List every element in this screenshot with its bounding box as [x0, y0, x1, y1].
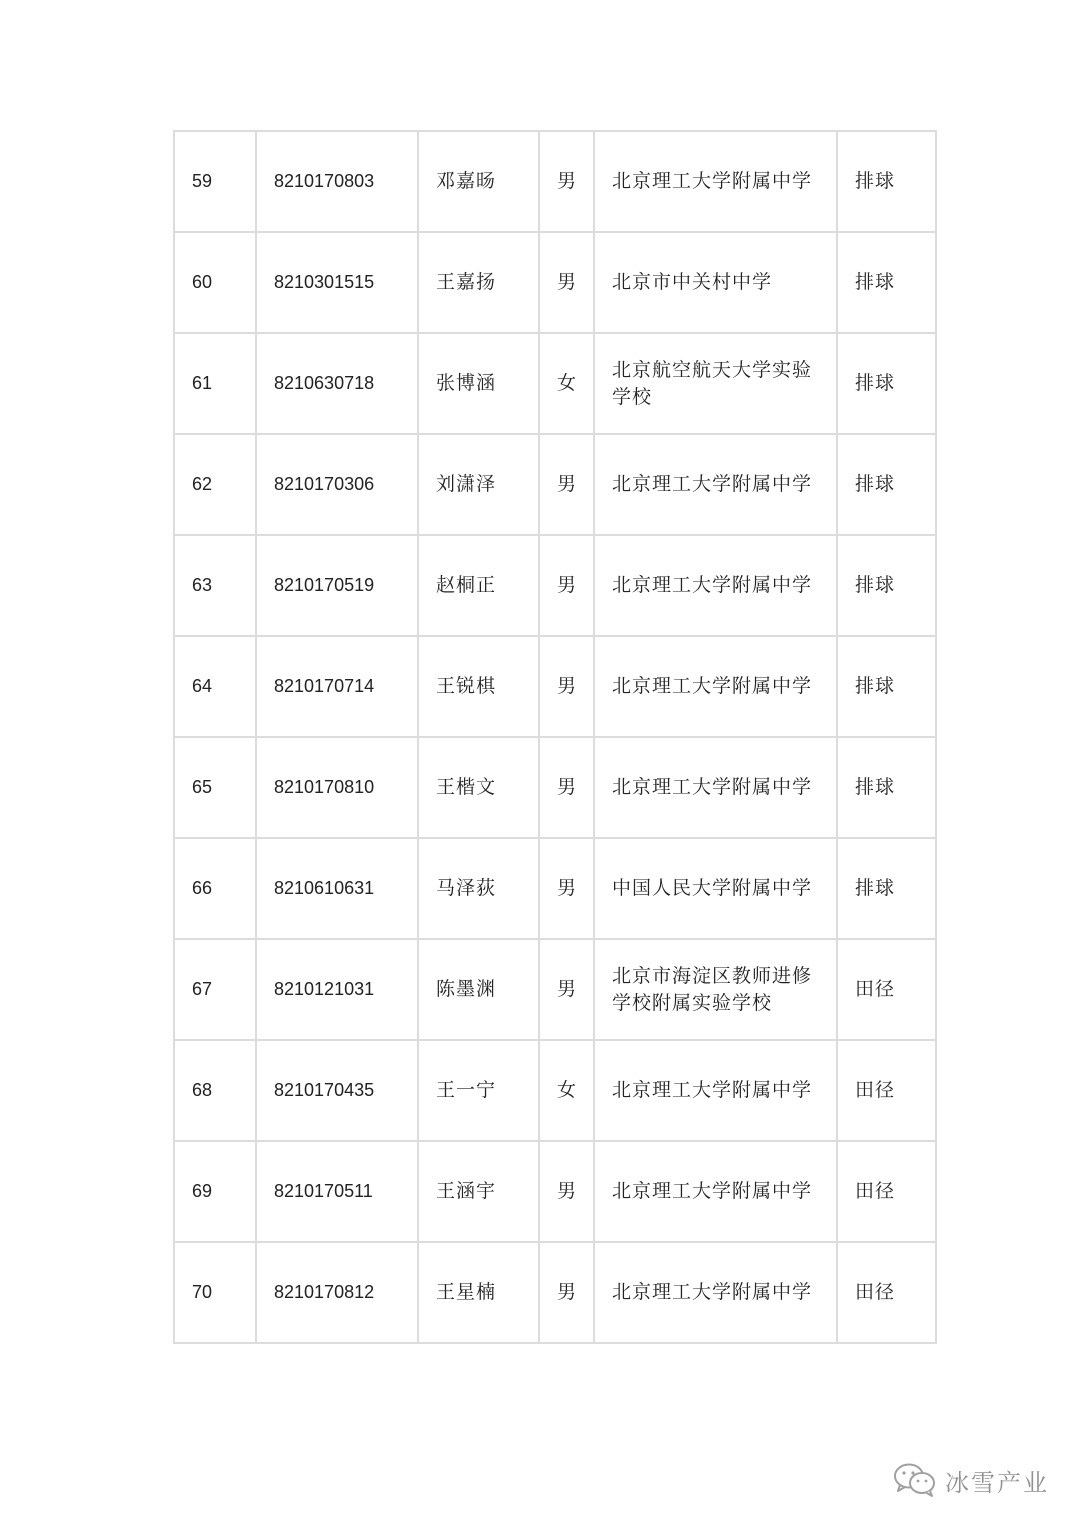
student-id: 8210301515	[256, 232, 418, 333]
table-row	[174, 131, 936, 232]
student-school: 北京理工大学附属中学	[594, 1242, 837, 1343]
student-name: 王锐棋	[418, 636, 539, 737]
student-sport: 田径	[837, 1141, 936, 1242]
student-gender: 男	[539, 1242, 594, 1343]
student-gender: 男	[539, 434, 594, 535]
table-row	[174, 939, 936, 1040]
watermark	[893, 1460, 1049, 1500]
student-name: 王一宁	[418, 1040, 539, 1141]
student-sport: 排球	[837, 434, 936, 535]
row-number: 68	[174, 1040, 256, 1141]
table-row	[174, 535, 936, 636]
student-id: 8210170803	[256, 131, 418, 232]
student-school: 中国人民大学附属中学	[594, 838, 837, 939]
student-sport: 田径	[837, 939, 936, 1040]
student-name: 王星楠	[418, 1242, 539, 1343]
row-number: 61	[174, 333, 256, 434]
student-school: 北京航空航天大学实验学校	[594, 333, 837, 434]
row-number: 64	[174, 636, 256, 737]
student-sport: 田径	[837, 1040, 936, 1141]
student-gender: 女	[539, 333, 594, 434]
student-school: 北京理工大学附属中学	[594, 1040, 837, 1141]
row-number: 59	[174, 131, 256, 232]
table-row	[174, 636, 936, 737]
student-id: 8210170435	[256, 1040, 418, 1141]
student-name: 赵桐正	[418, 535, 539, 636]
student-gender: 男	[539, 939, 594, 1040]
student-sport: 排球	[837, 232, 936, 333]
student-name: 马泽荻	[418, 838, 539, 939]
row-number: 66	[174, 838, 256, 939]
student-name: 王涵宇	[418, 1141, 539, 1242]
student-id: 8210170306	[256, 434, 418, 535]
row-number: 63	[174, 535, 256, 636]
row-number: 65	[174, 737, 256, 838]
student-sport: 田径	[837, 1242, 936, 1343]
student-school: 北京理工大学附属中学	[594, 434, 837, 535]
student-id: 8210610631	[256, 838, 418, 939]
student-id: 8210630718	[256, 333, 418, 434]
student-sport: 排球	[837, 636, 936, 737]
student-school: 北京理工大学附属中学	[594, 1141, 837, 1242]
student-gender: 女	[539, 1040, 594, 1141]
row-number: 62	[174, 434, 256, 535]
student-id: 8210170511	[256, 1141, 418, 1242]
athlete-table	[173, 130, 937, 1344]
student-school: 北京市中关村中学	[594, 232, 837, 333]
table-row	[174, 333, 936, 434]
student-id: 8210170812	[256, 1242, 418, 1343]
student-school: 北京市海淀区教师进修学校附属实验学校	[594, 939, 837, 1040]
student-school: 北京理工大学附属中学	[594, 636, 837, 737]
student-name: 王嘉扬	[418, 232, 539, 333]
table-row	[174, 1141, 936, 1242]
student-id: 8210121031	[256, 939, 418, 1040]
student-sport: 排球	[837, 535, 936, 636]
student-sport: 排球	[837, 131, 936, 232]
student-gender: 男	[539, 737, 594, 838]
student-name: 邓嘉旸	[418, 131, 539, 232]
student-gender: 男	[539, 636, 594, 737]
student-gender: 男	[539, 131, 594, 232]
student-gender: 男	[539, 535, 594, 636]
student-sport: 排球	[837, 737, 936, 838]
watermark-text: 冰雪产业	[945, 1468, 1049, 1497]
row-number: 67	[174, 939, 256, 1040]
table-row	[174, 1040, 936, 1141]
student-school: 北京理工大学附属中学	[594, 131, 837, 232]
student-sport: 排球	[837, 838, 936, 939]
row-number: 60	[174, 232, 256, 333]
student-name: 陈墨渊	[418, 939, 539, 1040]
table-row	[174, 737, 936, 838]
table-row	[174, 1242, 936, 1343]
student-name: 王楷文	[418, 737, 539, 838]
wechat-icon	[893, 1462, 937, 1498]
student-name: 张博涵	[418, 333, 539, 434]
table-row	[174, 838, 936, 939]
student-name: 刘潇泽	[418, 434, 539, 535]
student-school: 北京理工大学附属中学	[594, 737, 837, 838]
student-gender: 男	[539, 838, 594, 939]
student-id: 8210170519	[256, 535, 418, 636]
student-gender: 男	[539, 232, 594, 333]
row-number: 70	[174, 1242, 256, 1343]
row-number: 69	[174, 1141, 256, 1242]
student-school: 北京理工大学附属中学	[594, 535, 837, 636]
table-row	[174, 232, 936, 333]
table-body	[174, 131, 936, 1343]
student-id: 8210170714	[256, 636, 418, 737]
student-sport: 排球	[837, 333, 936, 434]
table-row	[174, 434, 936, 535]
student-gender: 男	[539, 1141, 594, 1242]
student-id: 8210170810	[256, 737, 418, 838]
